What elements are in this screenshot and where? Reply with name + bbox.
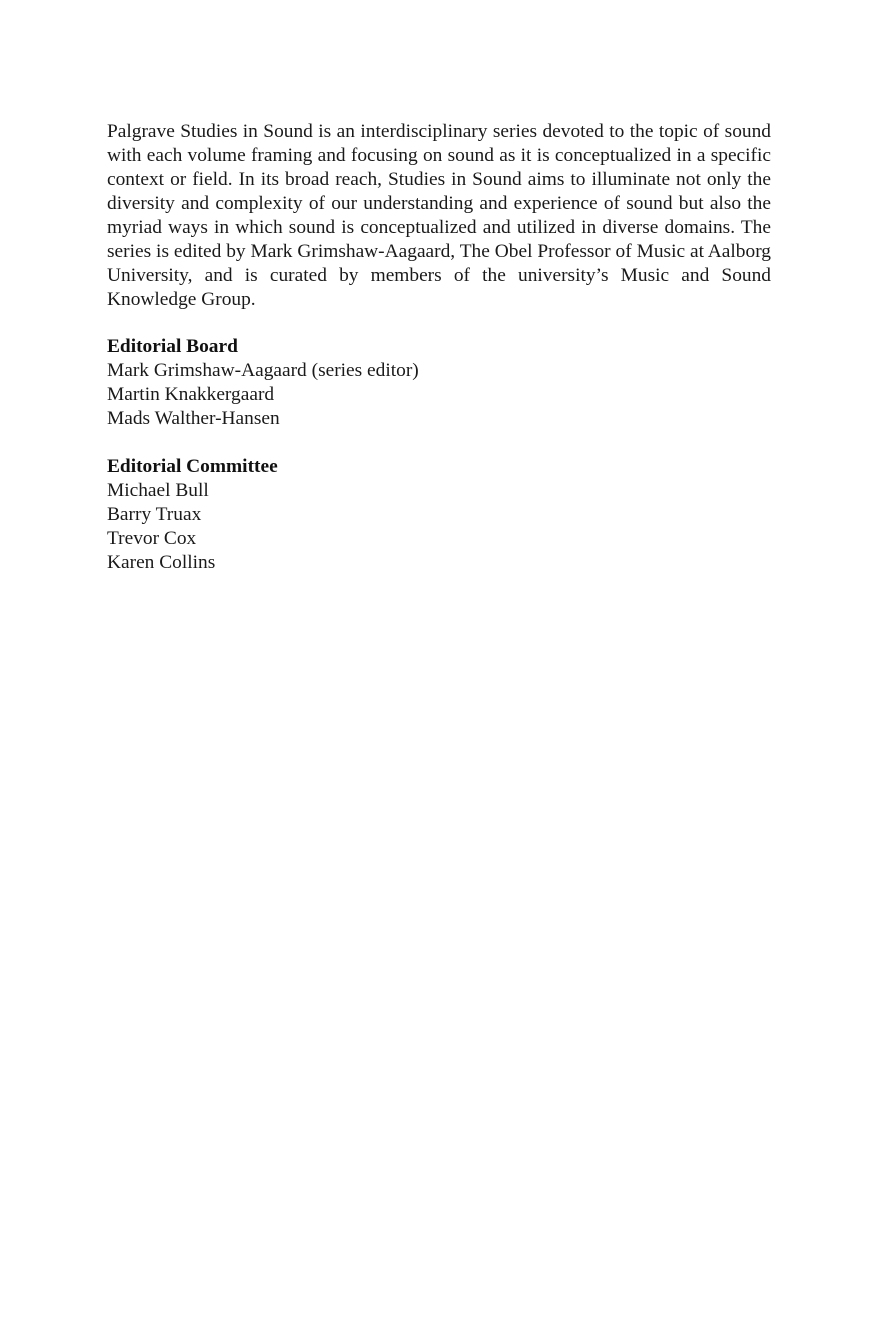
series-description: Palgrave Studies in Sound is an interdisciplinary series devoted to the topic of sound with each volume framing and focusing on sound as it is conceptualized in a specific context or field. In its broad reach, Studies in Sound aims to illuminate not only the diversity and complexity of our understanding and experience of sound but also the myriad ways in which sound is conceptualized and utilized in diverse domains. The series is edited by Mark Grimshaw-Aagaard, The Obel Professor of Music at Aalborg University, and is curated by members of the university’s Music and Sound Knowledge Group. <box>107 121 771 310</box>
editorial-board-member: Mads Walther-Hansen <box>107 408 280 429</box>
editorial-committee-section <box>107 455 771 575</box>
editorial-board-heading: Editorial Board <box>107 336 238 357</box>
editorial-committee-member: Michael Bull <box>107 480 209 501</box>
editorial-committee-member: Karen Collins <box>107 552 216 573</box>
editorial-board-member: Martin Knakkergaard <box>107 384 275 405</box>
page-content <box>107 120 771 575</box>
editorial-committee-member: Trevor Cox <box>107 528 197 549</box>
editorial-board-member: Mark Grimshaw-Aagaard (series editor) <box>107 360 419 381</box>
editorial-committee-list <box>107 479 771 575</box>
editorial-committee-member: Barry Truax <box>107 504 202 525</box>
editorial-committee-heading: Editorial Committee <box>107 456 278 477</box>
editorial-board-list <box>107 359 771 431</box>
editorial-board-section <box>107 335 771 431</box>
